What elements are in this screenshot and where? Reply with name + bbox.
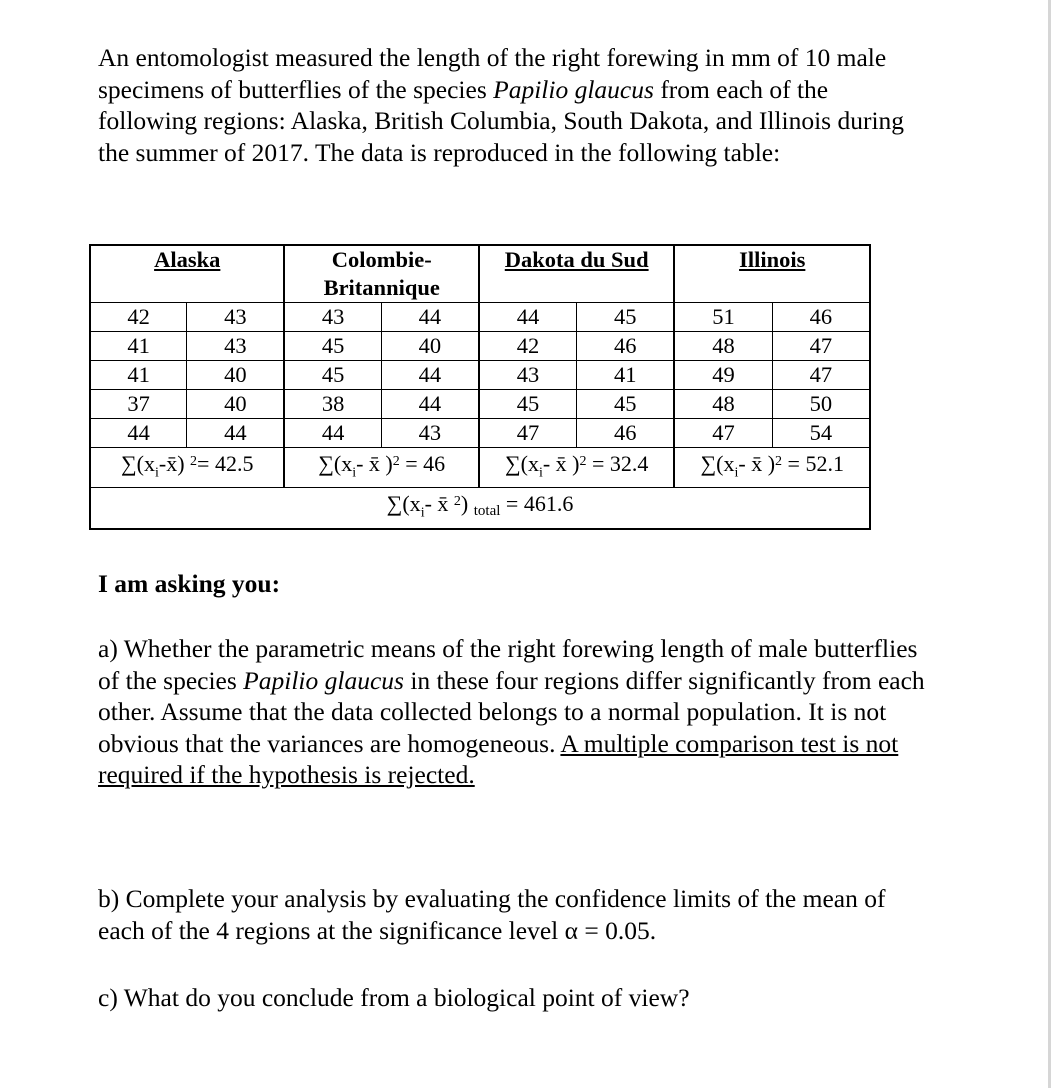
cell: 40 bbox=[187, 390, 285, 419]
intro-text-after: from each of the following regions: Alaska, British Columbia, South Dakota, and Illinois during the summer of 2017. The data is reproduced in the following table: bbox=[98, 74, 905, 167]
header-alaska: Alaska bbox=[90, 245, 284, 303]
cell: 38 bbox=[284, 390, 381, 419]
total-label: total bbox=[473, 503, 501, 520]
cell: 44 bbox=[381, 390, 479, 419]
cell: 48 bbox=[674, 390, 772, 419]
sum-alaska: $\sum(x_i-x̄)$ $^2$= 42.5 bbox=[90, 448, 284, 488]
cell: 44 bbox=[479, 303, 577, 332]
cell: 43 bbox=[381, 419, 479, 448]
sum-row bbox=[90, 448, 870, 488]
table-row bbox=[90, 390, 870, 419]
cell: 50 bbox=[772, 390, 870, 419]
cell: 45 bbox=[577, 390, 675, 419]
sum-colombie-britannique: $\sum(x_i-$ x̄ )$^2$ = 46 bbox=[284, 448, 478, 488]
cell: 46 bbox=[772, 303, 870, 332]
cell: 47 bbox=[772, 361, 870, 390]
cell: 41 bbox=[90, 332, 187, 361]
cell: 44 bbox=[187, 419, 285, 448]
cell: 44 bbox=[90, 419, 187, 448]
table-row bbox=[90, 361, 870, 390]
cell: 41 bbox=[577, 361, 675, 390]
cell: 47 bbox=[772, 332, 870, 361]
intro-text-before: An entomologist measured the length of the right forewing in mm of 10 male specimens of butterflies of the species bbox=[98, 43, 887, 104]
sum-dakota-value: = 32.4 bbox=[592, 451, 649, 476]
table-row bbox=[90, 419, 870, 448]
question-a-text-before: a) Whether the parametric means of the right forewing length of male butterflies of the species bbox=[98, 634, 918, 695]
data-table bbox=[89, 244, 871, 530]
cell: 46 bbox=[577, 332, 675, 361]
total-value: = 461.6 bbox=[505, 491, 574, 517]
table-row bbox=[90, 303, 870, 332]
cell: 45 bbox=[284, 361, 381, 390]
cell: 45 bbox=[479, 390, 577, 419]
sum-illinois-value: = 52.1 bbox=[787, 451, 844, 476]
cell: 43 bbox=[284, 303, 381, 332]
cell: 46 bbox=[577, 419, 675, 448]
header-colombie-britannique bbox=[284, 245, 478, 303]
sum-illinois: $\sum(x_i-$ x̄ )$^2$ = 52.1 bbox=[674, 448, 870, 488]
cell: 41 bbox=[90, 361, 187, 390]
cell: 42 bbox=[90, 303, 187, 332]
question-a-text-middle: in these four regions differ significantly from each other. Assume that the data collected belongs to a normal population. It is not obvious that the variances are homogeneous. bbox=[98, 665, 925, 758]
cell: 44 bbox=[381, 303, 479, 332]
cell: 40 bbox=[187, 361, 285, 390]
cell: 48 bbox=[674, 332, 772, 361]
cell: 45 bbox=[577, 303, 675, 332]
header-row bbox=[90, 245, 870, 303]
cell: 54 bbox=[772, 419, 870, 448]
cell: 47 bbox=[479, 419, 577, 448]
sum-cb-value: = 46 bbox=[405, 451, 446, 476]
question-b: b) Complete your analysis by evaluating the confidence limits of the mean of each of the 4 regions at the significance level α = 0.05. bbox=[98, 884, 886, 945]
sum-alaska-value: = 42.5 bbox=[197, 451, 254, 476]
question-c: c) What do you conclude from a biological point of view? bbox=[98, 983, 690, 1012]
header-dakota-du-sud: Dakota du Sud bbox=[479, 245, 675, 303]
table-row bbox=[90, 332, 870, 361]
question-a-underlined: A multiple comparison test is not required if the hypothesis is rejected. bbox=[98, 728, 899, 789]
intro-species: Papilio glaucus bbox=[493, 74, 654, 104]
cell: 40 bbox=[381, 332, 479, 361]
header-illinois: Illinois bbox=[674, 245, 870, 303]
sum-dakota: $\sum(x_i-$ x̄ )$^2$ = 32.4 bbox=[479, 448, 675, 488]
intro-paragraph bbox=[98, 42, 928, 168]
total-row bbox=[90, 488, 870, 529]
cell: 45 bbox=[284, 332, 381, 361]
cell: 43 bbox=[187, 303, 285, 332]
cell: 42 bbox=[479, 332, 577, 361]
question-a bbox=[98, 633, 928, 791]
cell: 44 bbox=[284, 419, 381, 448]
cell: 43 bbox=[479, 361, 577, 390]
question-a-species: Papilio glaucus bbox=[243, 665, 404, 695]
cell: 37 bbox=[90, 390, 187, 419]
cell: 49 bbox=[674, 361, 772, 390]
sum-total: $\sum(x_i-$ x̄ $^2$) $_{total}$ = 461.6 bbox=[90, 488, 870, 529]
section-heading: I am asking you: bbox=[98, 569, 281, 598]
cell: 47 bbox=[674, 419, 772, 448]
cell: 51 bbox=[674, 303, 772, 332]
cell: 43 bbox=[187, 332, 285, 361]
header-cb-text: Colombie-Britannique bbox=[323, 247, 440, 300]
cell: 44 bbox=[381, 361, 479, 390]
